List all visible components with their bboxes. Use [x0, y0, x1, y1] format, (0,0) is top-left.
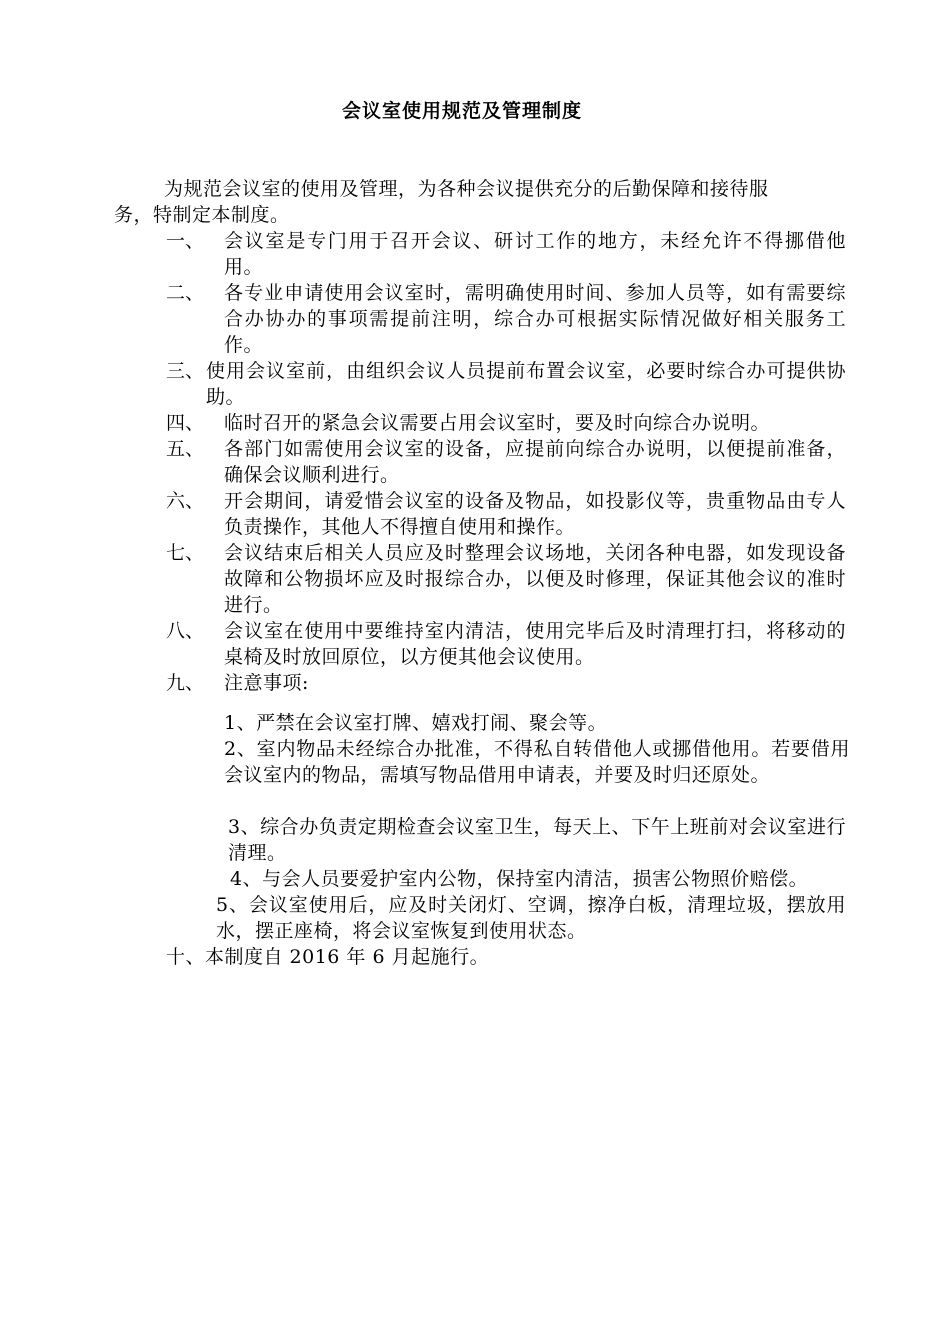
item-text-7: 会议结束后相关人员应及时整理会议场地，关闭各种电器，如发现设备故障和公物损坏应及时报综合办，以便及时修理，保证其他会议的准时进行。 [224, 542, 846, 616]
item-text-9: 注意事项: [224, 672, 309, 694]
note-2: 2、室内物品未经综合办批准，不得私自转借他人或挪借他用。若要借用会议室内的物品，需填写物品借用申请表，并要及时归还原处。 [224, 738, 850, 786]
item-number-1: 一、 [166, 230, 205, 252]
item-number-7: 七、 [166, 542, 205, 564]
closing-statement: 十、本制度自 2016 年 6 月起施行。 [166, 946, 490, 968]
item-number-2: 二、 [166, 282, 205, 304]
item-number-4: 四、 [166, 412, 205, 434]
note-3: 3、综合办负责定期检查会议室卫生，每天上、下午上班前对会议室进行清理。 [228, 816, 846, 864]
item-number-5: 五、 [166, 438, 205, 460]
note-1: 1、严禁在会议室打牌、嬉戏打闹、聚会等。 [224, 712, 608, 734]
item-text-8: 会议室在使用中要维持室内清洁，使用完毕后及时清理打扫，将移动的桌椅及时放回原位，以方便其他会议使用。 [224, 620, 846, 668]
note-4: 4、与会人员要爱护室内公物，保持室内清洁，损害公物照价赔偿。 [230, 868, 809, 890]
item-number-9: 九、 [166, 672, 205, 694]
item-text-5: 各部门如需使用会议室的设备，应提前向综合办说明，以便提前准备，确保会议顺利进行。 [224, 438, 846, 486]
intro-line-1: 为规范会议室的使用及管理，为各种会议提供充分的后勤保障和接待服 [164, 178, 769, 200]
item-text-3: 使用会议室前，由组织会议人员提前布置会议室，必要时综合办可提供协助。 [206, 360, 846, 408]
item-number-6: 六、 [166, 490, 205, 512]
item-number-8: 八、 [166, 620, 205, 642]
intro-line-2: 务，特制定本制度。 [114, 204, 290, 226]
item-number-3: 三、 [166, 360, 205, 382]
document-title: 会议室使用规范及管理制度 [341, 100, 582, 122]
note-5: 5、会议室使用后，应及时关闭灯、空调，擦净白板，清理垃圾，摆放用水，摆正座椅，将会议室恢复到使用状态。 [216, 894, 846, 942]
item-text-1: 会议室是专门用于召开会议、研讨工作的地方，未经允许不得挪借他用。 [224, 230, 846, 278]
item-text-2: 各专业申请使用会议室时，需明确使用时间、参加人员等，如有需要综合办协办的事项需提前注明，综合办可根据实际情况做好相关服务工作。 [224, 282, 846, 356]
item-text-4: 临时召开的紧急会议需要占用会议室时，要及时向综合办说明。 [224, 412, 771, 434]
item-text-6: 开会期间，请爱惜会议室的设备及物品，如投影仪等，贵重物品由专人负责操作，其他人不得擅自使用和操作。 [224, 490, 846, 538]
